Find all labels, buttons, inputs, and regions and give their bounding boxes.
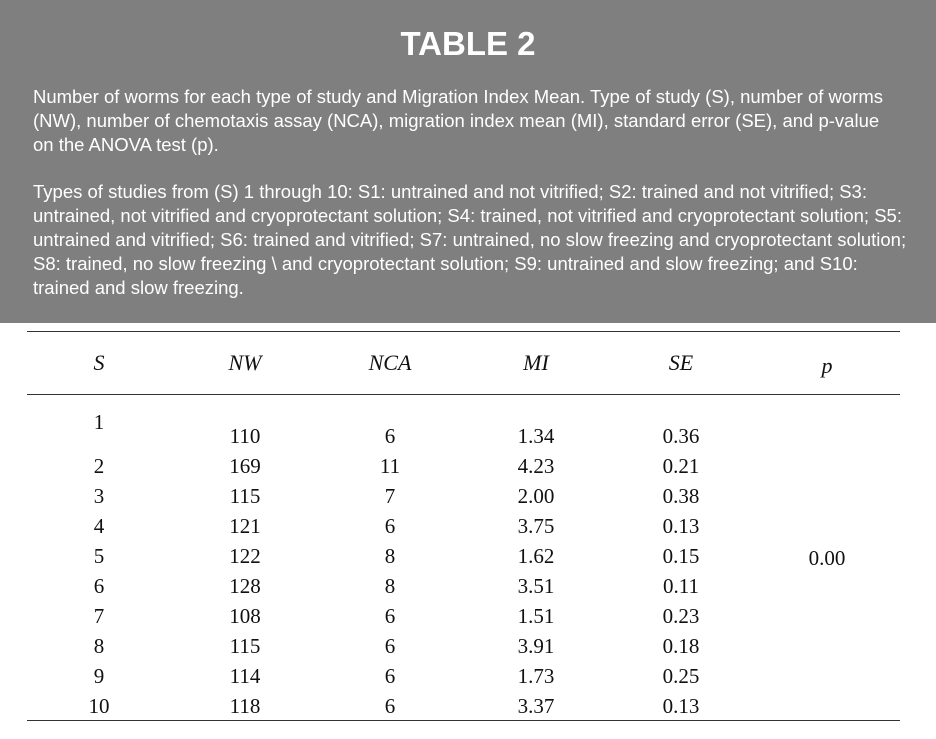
- cell-s: 7: [93, 604, 105, 628]
- cell-se: 0.13: [662, 514, 700, 538]
- cell-nw: 121: [229, 514, 261, 538]
- cell-mi: 1.62: [517, 544, 555, 568]
- cell-mi: 4.23: [517, 454, 555, 478]
- p-value: 0.00: [808, 546, 846, 570]
- table-legend: Types of studies from (S) 1 through 10: S1: untrained and not vitrified; S2: trained and not vitrified; S3: untrained, not vitrified and cryoprotectant solution; S4: trained, not vitrified and cryoprotectant solution; S5: untrained and vitrified; S6: trained and vitrified; S7: untrained, no slow freezing and cryoprotectant solution; S8: trained, no slow freezing \ and cryoprotectant solution; S9: untrained and slow freezing; and S10: trained and slow freezing.: [33, 181, 907, 298]
- cell-nca: 6: [384, 424, 396, 448]
- cell-nw: 115: [229, 634, 261, 658]
- cell-mi: 3.91: [517, 634, 555, 658]
- cell-nw: 118: [229, 694, 261, 718]
- cell-nw: 128: [229, 574, 261, 598]
- cell-se: 0.21: [662, 454, 700, 478]
- cell-nca: 7: [384, 484, 396, 508]
- cell-mi: 1.51: [517, 604, 555, 628]
- cell-mi: 2.00: [517, 484, 555, 508]
- table-header-rule: [27, 394, 900, 395]
- cell-s: 1: [93, 410, 105, 434]
- cell-se: 0.36: [662, 424, 700, 448]
- cell-nca: 11: [379, 454, 401, 478]
- cell-nca: 6: [384, 604, 396, 628]
- cell-s: 10: [88, 694, 110, 718]
- cell-nca: 6: [384, 634, 396, 658]
- cell-nw: 115: [229, 484, 261, 508]
- table-bottom-rule: [27, 720, 900, 721]
- cell-s: 2: [93, 454, 105, 478]
- table-caption: Number of worms for each type of study and Migration Index Mean. Type of study (S), number of worms (NW), number of chemotaxis assay (NCA), migration index mean (MI), standard error (SE), and p-value on the ANOVA test (p).: [33, 86, 884, 155]
- cell-mi: 3.37: [517, 694, 555, 718]
- cell-s: 5: [93, 544, 105, 568]
- cell-nw: 169: [229, 454, 261, 478]
- cell-nca: 8: [384, 574, 396, 598]
- table-top-rule: [27, 331, 900, 332]
- cell-se: 0.38: [662, 484, 700, 508]
- cell-nca: 6: [384, 664, 396, 688]
- caption-panel: [0, 0, 936, 323]
- cell-mi: 3.51: [517, 574, 555, 598]
- cell-mi: 1.34: [517, 424, 555, 448]
- header-s: S: [93, 350, 105, 375]
- cell-s: 8: [93, 634, 105, 658]
- cell-se: 0.11: [663, 574, 699, 598]
- cell-s: 6: [93, 574, 105, 598]
- header-mi: MI: [523, 350, 549, 375]
- cell-nw: 114: [229, 664, 261, 688]
- cell-nw: 108: [229, 604, 261, 628]
- cell-nw: 122: [229, 544, 261, 568]
- cell-s: 4: [93, 514, 105, 538]
- header-p: p: [821, 353, 833, 378]
- table-title: TABLE 2: [400, 25, 536, 62]
- header-se: SE: [668, 350, 694, 375]
- cell-nca: 6: [384, 514, 396, 538]
- header-nca: NCA: [368, 350, 412, 375]
- cell-nca: 8: [384, 544, 396, 568]
- cell-mi: 1.73: [517, 664, 555, 688]
- cell-s: 9: [93, 664, 105, 688]
- cell-se: 0.18: [662, 634, 700, 658]
- cell-se: 0.13: [662, 694, 700, 718]
- cell-mi: 3.75: [517, 514, 555, 538]
- cell-nw: 110: [229, 424, 261, 448]
- cell-se: 0.23: [662, 604, 700, 628]
- cell-s: 3: [93, 484, 105, 508]
- cell-se: 0.25: [662, 664, 700, 688]
- header-nw: NW: [228, 350, 262, 375]
- cell-nca: 6: [384, 694, 396, 718]
- cell-se: 0.15: [662, 544, 700, 568]
